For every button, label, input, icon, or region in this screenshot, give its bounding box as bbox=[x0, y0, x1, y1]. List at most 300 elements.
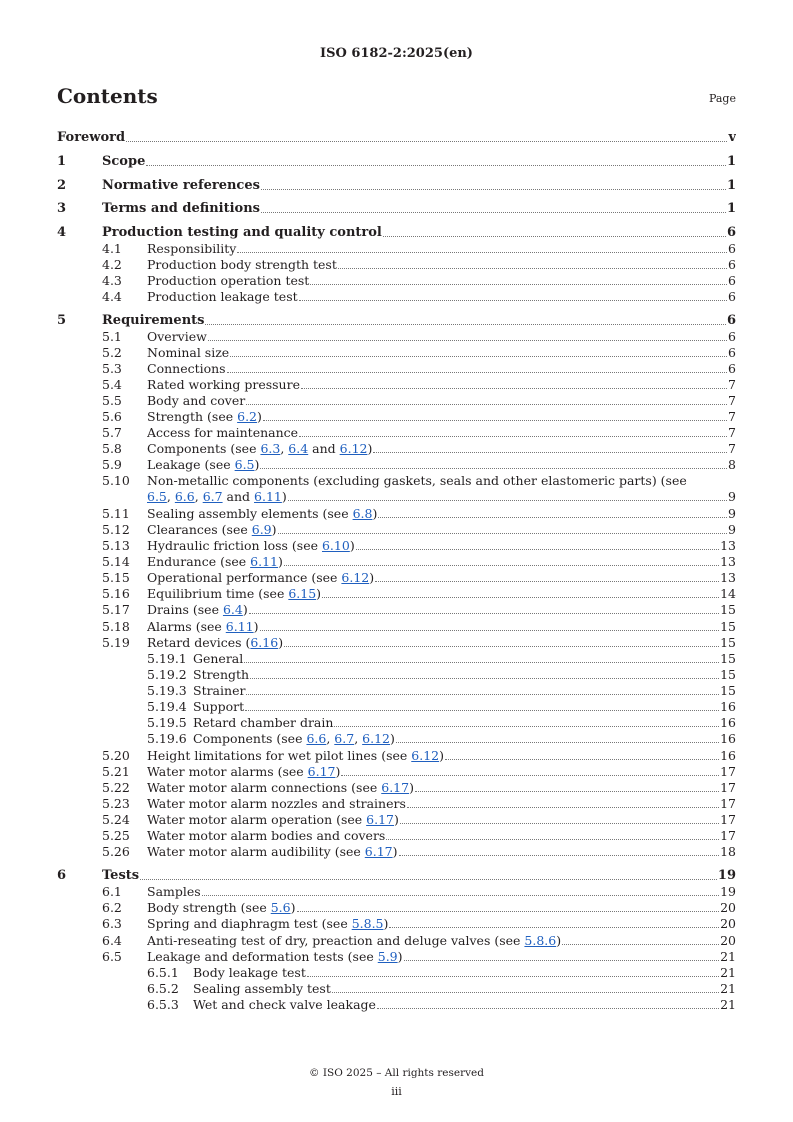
toc-entry-label-text: Hydraulic friction loss (see bbox=[147, 538, 322, 553]
toc-entry-label-text: , bbox=[194, 489, 203, 504]
toc-entry-number: 5.15 bbox=[102, 570, 130, 585]
toc-entry-text bbox=[147, 635, 736, 651]
toc-entry-label bbox=[147, 377, 300, 393]
toc-entry-number: 5 bbox=[57, 313, 67, 328]
toc-entry-text bbox=[102, 201, 736, 217]
toc-entry-label bbox=[147, 329, 207, 345]
toc-entry-text bbox=[102, 313, 736, 329]
toc-entry-page: 7 bbox=[728, 409, 736, 424]
toc-entry-page: 19 bbox=[720, 884, 736, 899]
toc-entry-text bbox=[147, 273, 736, 289]
toc-entry-label-text: ) bbox=[257, 409, 262, 424]
toc-entry[interactable] bbox=[0, 241, 793, 257]
toc-entry-page: 6 bbox=[728, 257, 736, 272]
dot-leader bbox=[261, 211, 726, 213]
toc-entry[interactable] bbox=[0, 667, 793, 683]
toc-entry[interactable] bbox=[0, 844, 793, 860]
toc-entry-label bbox=[147, 425, 298, 441]
toc-entry[interactable] bbox=[0, 441, 793, 457]
toc-entry-label bbox=[147, 345, 229, 361]
dot-leader bbox=[356, 548, 719, 550]
toc-entry[interactable] bbox=[0, 489, 793, 505]
cross-reference-link[interactable]: 6.17 bbox=[364, 844, 393, 859]
cross-reference-link[interactable]: 6.4 bbox=[222, 602, 243, 617]
dot-leader bbox=[562, 943, 719, 945]
cross-reference-link[interactable]: 6.2 bbox=[237, 409, 258, 424]
toc-entry-label bbox=[147, 570, 374, 586]
toc-entry-text bbox=[147, 257, 736, 273]
toc-entry-label bbox=[147, 457, 259, 473]
toc-entry-label-text: Normative references bbox=[102, 178, 260, 193]
toc-entry-number: 1 bbox=[57, 154, 67, 169]
toc-entry-label-text: ) bbox=[383, 916, 389, 931]
toc-entry[interactable] bbox=[0, 780, 793, 796]
toc-entry-label-text: Water motor alarm bodies and covers bbox=[147, 828, 386, 843]
toc-entry-label bbox=[147, 361, 226, 377]
dot-leader bbox=[263, 419, 727, 421]
toc-entry[interactable] bbox=[0, 748, 793, 764]
toc-entry[interactable] bbox=[0, 570, 793, 586]
toc-entry-label-text: ) bbox=[409, 780, 414, 795]
toc-entry-page: 6 bbox=[726, 225, 736, 240]
toc-entry-label-text: ) bbox=[254, 457, 260, 472]
toc-entry[interactable] bbox=[0, 965, 793, 981]
toc-entry-text bbox=[147, 844, 736, 860]
toc-entry-label bbox=[147, 473, 687, 489]
toc-entry-number: 5.10 bbox=[102, 473, 130, 488]
toc-entry-number: 4.2 bbox=[102, 257, 122, 272]
toc-entry-label-text: Body strength (see bbox=[147, 900, 271, 915]
dot-leader bbox=[299, 435, 727, 437]
toc-entry-label bbox=[147, 257, 337, 273]
toc-entry-text bbox=[193, 683, 736, 699]
toc-entry[interactable] bbox=[0, 916, 793, 932]
toc-entry-text bbox=[147, 554, 736, 570]
toc-entry-label-text: Samples bbox=[147, 884, 201, 899]
document-id: ISO 6182-2:2025(en) bbox=[320, 46, 473, 61]
toc-entry-number: 5.14 bbox=[102, 554, 130, 569]
toc-entry-page: 20 bbox=[720, 916, 736, 931]
dot-leader bbox=[338, 267, 727, 269]
toc-entry[interactable] bbox=[0, 731, 793, 747]
toc-entry-label bbox=[147, 764, 340, 780]
dot-leader bbox=[208, 339, 727, 341]
toc-entry[interactable] bbox=[0, 900, 793, 916]
dot-leader bbox=[332, 991, 719, 993]
toc-entry-page: 20 bbox=[720, 933, 736, 948]
toc-entry[interactable] bbox=[0, 933, 793, 949]
toc-entry[interactable] bbox=[0, 393, 793, 409]
toc-entry-text bbox=[147, 377, 736, 393]
toc-entry-text bbox=[57, 130, 736, 146]
toc-entry[interactable] bbox=[0, 812, 793, 828]
toc-entry-number: 5.4 bbox=[102, 377, 122, 392]
toc-entry-label bbox=[147, 489, 287, 505]
toc-entry[interactable] bbox=[0, 683, 793, 699]
toc-entry-page: 20 bbox=[720, 900, 736, 915]
toc-entry-page: 1 bbox=[726, 154, 736, 169]
toc-entry-label-text: Leakage and deformation tests (see bbox=[147, 949, 378, 964]
toc-entry-text bbox=[147, 361, 736, 377]
toc-entry-page: 17 bbox=[720, 780, 736, 795]
toc-entry-label bbox=[193, 965, 306, 981]
toc-entry-label-text: , bbox=[326, 731, 335, 746]
toc-entry-label bbox=[193, 981, 331, 997]
toc-entry-page: 13 bbox=[720, 570, 736, 585]
toc-entry-label bbox=[147, 812, 399, 828]
toc-entry-label bbox=[102, 313, 204, 329]
cross-reference-link[interactable]: 6.10 bbox=[321, 538, 350, 553]
toc-entry-label bbox=[147, 828, 385, 844]
toc-entry-number: 5.1 bbox=[102, 329, 122, 344]
toc-entry-page: 13 bbox=[720, 554, 736, 569]
toc-entry-number: 4 bbox=[57, 225, 67, 240]
page-number: iii bbox=[391, 1085, 402, 1098]
toc-entry[interactable] bbox=[0, 949, 793, 965]
cross-reference-link[interactable]: 6.7 bbox=[202, 489, 223, 504]
toc-entry[interactable] bbox=[0, 828, 793, 844]
toc-entry-page: 7 bbox=[728, 377, 736, 392]
toc-entry-label-text: Sealing assembly test bbox=[193, 981, 331, 996]
dot-leader bbox=[260, 629, 720, 631]
toc-entry-number: 5.25 bbox=[102, 828, 130, 843]
toc-entry-label-text: Production operation test bbox=[147, 273, 310, 288]
toc-entry-page: 17 bbox=[720, 796, 736, 811]
toc-entry-text bbox=[147, 780, 736, 796]
toc-entry[interactable] bbox=[0, 225, 793, 241]
toc-entry-text bbox=[102, 225, 736, 241]
toc-entry[interactable] bbox=[0, 586, 793, 602]
toc-entry-label-text: Body leakage test bbox=[193, 965, 306, 980]
toc-entry[interactable] bbox=[0, 602, 793, 618]
toc-entry-page: 15 bbox=[720, 667, 736, 682]
toc-entry[interactable] bbox=[0, 473, 793, 489]
toc-entry-label-text: ) bbox=[367, 441, 373, 456]
toc-entry[interactable] bbox=[0, 538, 793, 554]
dot-leader bbox=[375, 580, 719, 582]
toc-entry-page: 6 bbox=[728, 289, 736, 304]
toc-entry-label-text: ) bbox=[389, 731, 395, 746]
toc-entry-text bbox=[147, 441, 736, 457]
toc-entry-label-text: ) bbox=[397, 949, 403, 964]
toc-entry-page: 15 bbox=[720, 635, 736, 650]
cross-reference-link[interactable]: 6.4 bbox=[288, 441, 309, 456]
toc-entry-label bbox=[102, 178, 260, 194]
toc-entry-page: 21 bbox=[720, 997, 736, 1012]
toc-entry-number: 5.23 bbox=[102, 796, 130, 811]
toc-entry[interactable] bbox=[0, 554, 793, 570]
dot-leader bbox=[415, 790, 719, 792]
toc-entry-label-text: Alarms (see bbox=[147, 619, 226, 634]
toc-entry-label-text: ) bbox=[271, 522, 277, 537]
page-column-label: Page bbox=[708, 92, 736, 105]
toc-entry-label-text: ) bbox=[242, 602, 248, 617]
toc-entry-page: 13 bbox=[720, 538, 736, 553]
toc-entry[interactable] bbox=[0, 868, 793, 884]
cross-reference-link[interactable]: 6.12 bbox=[362, 731, 390, 746]
toc-entry-label bbox=[147, 780, 414, 796]
cross-reference-link[interactable]: 6.15 bbox=[288, 586, 317, 601]
toc-entry-label-text: Spring and diaphragm test (see bbox=[147, 916, 352, 931]
cross-reference-link[interactable]: 5.6 bbox=[270, 900, 291, 915]
toc-entry-text bbox=[147, 949, 736, 965]
toc-entry-number: 5.19.3 bbox=[147, 683, 187, 698]
toc-entry-label-text: ) bbox=[372, 506, 378, 521]
cross-reference-link[interactable]: 6.5 bbox=[234, 457, 255, 472]
dot-leader bbox=[246, 403, 727, 405]
toc-entry[interactable] bbox=[0, 273, 793, 289]
toc-entry-label-text: ) bbox=[290, 900, 296, 915]
cross-reference-link[interactable]: 6.12 bbox=[339, 441, 368, 456]
toc-entry-number: 5.21 bbox=[102, 764, 130, 779]
toc-entry-label-text: Clearances (see bbox=[147, 522, 252, 537]
toc-entry-number: 5.19.6 bbox=[147, 731, 187, 746]
toc-entry[interactable] bbox=[0, 981, 793, 997]
toc-entry-label bbox=[102, 201, 260, 217]
toc-entry-label-text: Anti-reseating test of dry, preaction and deluge valves (see bbox=[147, 933, 525, 948]
dot-leader bbox=[140, 878, 717, 880]
cross-reference-link[interactable]: 6.6 bbox=[306, 731, 327, 746]
contents-title: Contents bbox=[57, 84, 158, 108]
toc-entry-number: 5.22 bbox=[102, 780, 130, 795]
toc-entry-label bbox=[147, 602, 248, 618]
dot-leader bbox=[288, 499, 727, 501]
cross-reference-link[interactable]: 6.3 bbox=[260, 441, 281, 456]
toc-entry-label-text: Strainer bbox=[193, 683, 246, 698]
toc-entry[interactable] bbox=[0, 506, 793, 522]
dot-leader bbox=[205, 323, 725, 325]
toc-entry-label-text: Body and cover bbox=[147, 393, 246, 408]
cross-reference-link[interactable]: 6.7 bbox=[334, 731, 355, 746]
toc-entry-label bbox=[147, 916, 388, 932]
toc-entry-label-text: Endurance (see bbox=[147, 554, 251, 569]
toc-entry-label-text: and bbox=[308, 441, 340, 456]
toc-entry[interactable] bbox=[0, 130, 793, 146]
toc-entry-text bbox=[147, 933, 736, 949]
toc-entry-number: 5.19.1 bbox=[147, 651, 187, 666]
toc-entry-number: 6.4 bbox=[102, 933, 122, 948]
dot-leader bbox=[299, 299, 727, 301]
dot-leader bbox=[310, 283, 727, 285]
toc-entry-text bbox=[147, 409, 736, 425]
toc-entry-page: 21 bbox=[720, 949, 736, 964]
cross-reference-link[interactable]: 6.12 bbox=[411, 748, 440, 763]
cross-reference-link[interactable]: 6.8 bbox=[352, 506, 373, 521]
toc-entry[interactable] bbox=[0, 329, 793, 345]
toc-entry[interactable] bbox=[0, 997, 793, 1013]
toc-entry-text bbox=[147, 329, 736, 345]
toc-entry-page: 7 bbox=[728, 425, 736, 440]
toc-entry-label bbox=[193, 699, 244, 715]
toc-entry-text bbox=[147, 345, 736, 361]
toc-entry-number: 5.7 bbox=[102, 425, 122, 440]
toc-entry-text bbox=[102, 178, 736, 194]
cross-reference-link[interactable]: 5.9 bbox=[377, 949, 398, 964]
toc-entry[interactable] bbox=[0, 635, 793, 651]
cross-reference-link[interactable]: 6.9 bbox=[251, 522, 272, 537]
toc-entry[interactable] bbox=[0, 619, 793, 635]
toc-entry-number: 5.19.4 bbox=[147, 699, 187, 714]
cross-reference-link[interactable]: 6.5 bbox=[147, 489, 167, 504]
toc-entry-number: 6.5 bbox=[102, 949, 122, 964]
dot-leader bbox=[386, 838, 719, 840]
toc-entry-label-text: Equilibrium time (see bbox=[147, 586, 289, 601]
toc-entry-text bbox=[147, 586, 736, 602]
cross-reference-link[interactable]: 6.11 bbox=[225, 619, 254, 634]
toc-entry-label bbox=[193, 683, 245, 699]
toc-entry-number: 5.19.2 bbox=[147, 667, 187, 682]
toc-entry-text bbox=[147, 522, 736, 538]
toc-entry-label-text: Strength bbox=[193, 667, 250, 682]
toc-entry-number: 5.11 bbox=[102, 506, 130, 521]
toc-entry-page: 7 bbox=[728, 441, 736, 456]
dot-leader bbox=[250, 677, 719, 679]
cross-reference-link[interactable]: 6.6 bbox=[174, 489, 195, 504]
toc-entry-label-text: ) bbox=[281, 489, 287, 504]
toc-entry[interactable] bbox=[0, 257, 793, 273]
toc-entry-label bbox=[147, 241, 236, 257]
toc-entry[interactable] bbox=[0, 377, 793, 393]
toc-entry[interactable] bbox=[0, 425, 793, 441]
dot-leader bbox=[400, 822, 719, 824]
toc-entry[interactable] bbox=[0, 201, 793, 217]
toc-entry-label-text: ) bbox=[335, 764, 341, 779]
toc-entry-label bbox=[102, 868, 139, 884]
toc-entry-text bbox=[193, 667, 736, 683]
toc-entry-number: 5.20 bbox=[102, 748, 130, 763]
toc-entry-label-text: Rated working pressure bbox=[147, 377, 300, 392]
toc-entry-text bbox=[147, 425, 736, 441]
cross-reference-link[interactable]: 6.17 bbox=[366, 812, 394, 827]
toc-entry-page: 7 bbox=[728, 393, 736, 408]
dot-leader bbox=[399, 854, 720, 856]
toc-entry[interactable] bbox=[0, 699, 793, 715]
toc-entry[interactable] bbox=[0, 178, 793, 194]
toc-entry-text bbox=[147, 241, 736, 257]
cross-reference-link[interactable]: 5.8.5 bbox=[351, 916, 384, 931]
toc-entry-number: 4.3 bbox=[102, 273, 122, 288]
toc-entry[interactable] bbox=[0, 764, 793, 780]
toc-entry-label bbox=[102, 154, 145, 170]
toc-entry-label-text: , bbox=[166, 489, 175, 504]
toc-entry-page: 17 bbox=[720, 828, 736, 843]
dot-leader bbox=[341, 774, 719, 776]
toc-entry-text bbox=[147, 619, 736, 635]
toc-entry[interactable] bbox=[0, 522, 793, 538]
cross-reference-link[interactable]: 6.17 bbox=[381, 780, 410, 795]
toc-entry[interactable] bbox=[0, 796, 793, 812]
toc-entry[interactable] bbox=[0, 345, 793, 361]
dot-leader bbox=[244, 661, 719, 663]
toc-entry[interactable] bbox=[0, 457, 793, 473]
toc-entry-label-text: Responsibility bbox=[147, 241, 237, 256]
dot-leader bbox=[146, 164, 726, 166]
toc-entry-number: 4.4 bbox=[102, 289, 122, 304]
toc-entry-text bbox=[147, 900, 736, 916]
cross-reference-link[interactable]: 5.8.6 bbox=[524, 933, 557, 948]
toc-entry-label bbox=[147, 635, 283, 651]
toc-entry-text bbox=[193, 651, 736, 667]
toc-entry-number: 6.5.3 bbox=[147, 997, 179, 1012]
dot-leader bbox=[246, 693, 719, 695]
toc-entry-text bbox=[147, 812, 736, 828]
toc-entry-label-text: Terms and definitions bbox=[102, 201, 260, 216]
toc-entry-label-text: Connections bbox=[147, 361, 226, 376]
dot-leader bbox=[297, 910, 720, 912]
toc-entry[interactable] bbox=[0, 313, 793, 329]
toc-entry-label-text: Height limitations for wet pilot lines (see bbox=[147, 748, 412, 763]
toc-entry-label-text: ) bbox=[392, 844, 398, 859]
toc-entry-number: 5.13 bbox=[102, 538, 130, 553]
toc-entry-label-text: ) bbox=[439, 748, 444, 763]
toc-entry-text bbox=[193, 965, 736, 981]
toc-entry-number: 5.5 bbox=[102, 393, 122, 408]
toc-entry-label bbox=[147, 586, 321, 602]
toc-entry[interactable] bbox=[0, 884, 793, 900]
toc-entry-text bbox=[193, 699, 736, 715]
toc-entry-number: 5.12 bbox=[102, 522, 130, 537]
dot-leader bbox=[404, 959, 720, 961]
toc-entry-label-text: Support bbox=[193, 699, 245, 714]
toc-entry-number: 5.17 bbox=[102, 602, 130, 617]
toc-entry-page: 14 bbox=[720, 586, 736, 601]
toc-entry-label-text: ) bbox=[394, 812, 399, 827]
toc-entry-number: 5.3 bbox=[102, 361, 122, 376]
toc-entry[interactable] bbox=[0, 409, 793, 425]
toc-entry-page: 6 bbox=[728, 345, 736, 360]
toc-entry-label-text: Production leakage test bbox=[147, 289, 298, 304]
toc-entry-label-text: ) bbox=[316, 586, 322, 601]
toc-entry-page: 16 bbox=[720, 731, 736, 746]
toc-entry[interactable] bbox=[0, 715, 793, 731]
toc-entry-page: 15 bbox=[720, 683, 736, 698]
dot-leader bbox=[227, 371, 727, 373]
copyright-notice: © ISO 2025 – All rights reserved bbox=[309, 1067, 484, 1079]
toc-entry-label-text: Production body strength test bbox=[147, 257, 337, 272]
toc-entry[interactable] bbox=[0, 289, 793, 305]
toc-entry-label-text: Drains (see bbox=[147, 602, 223, 617]
toc-entry-text bbox=[193, 981, 736, 997]
toc-entry-number: 5.6 bbox=[102, 409, 122, 424]
toc-entry-label-text: Nominal size bbox=[147, 345, 230, 360]
toc-entry-number: 6.3 bbox=[102, 916, 122, 931]
cross-reference-link[interactable]: 6.11 bbox=[250, 554, 278, 569]
toc-entry-label-text: ) bbox=[556, 933, 562, 948]
toc-entry-label-text: Access for maintenance bbox=[147, 425, 299, 440]
toc-entry-label-text: ) bbox=[253, 619, 259, 634]
toc-entry-label bbox=[147, 900, 296, 916]
toc-entry[interactable] bbox=[0, 651, 793, 667]
cross-reference-link[interactable]: 6.16 bbox=[250, 635, 279, 650]
toc-entry-label-text: Components (see bbox=[193, 731, 307, 746]
toc-entry[interactable] bbox=[0, 154, 793, 170]
toc-entry-label bbox=[147, 409, 262, 425]
toc-entry-label-text: Non-metallic components (excluding gaskets, seals and other elastomeric parts) (see bbox=[147, 473, 687, 488]
toc-entry-label-text: , bbox=[280, 441, 289, 456]
toc-entry-label bbox=[147, 506, 377, 522]
cross-reference-link[interactable]: 6.17 bbox=[307, 764, 336, 779]
toc-entry-label-text: Requirements bbox=[102, 313, 205, 328]
cross-reference-link[interactable]: 6.12 bbox=[341, 570, 370, 585]
toc-entry-label-text: ) bbox=[349, 538, 355, 553]
toc-entry[interactable] bbox=[0, 361, 793, 377]
toc-entry-label-text: Overview bbox=[147, 329, 207, 344]
toc-entry-text bbox=[102, 154, 736, 170]
toc-entry-label bbox=[147, 884, 201, 900]
cross-reference-link[interactable]: 6.11 bbox=[254, 489, 282, 504]
dot-leader bbox=[383, 235, 726, 237]
toc-entry-number: 5.9 bbox=[102, 457, 122, 472]
